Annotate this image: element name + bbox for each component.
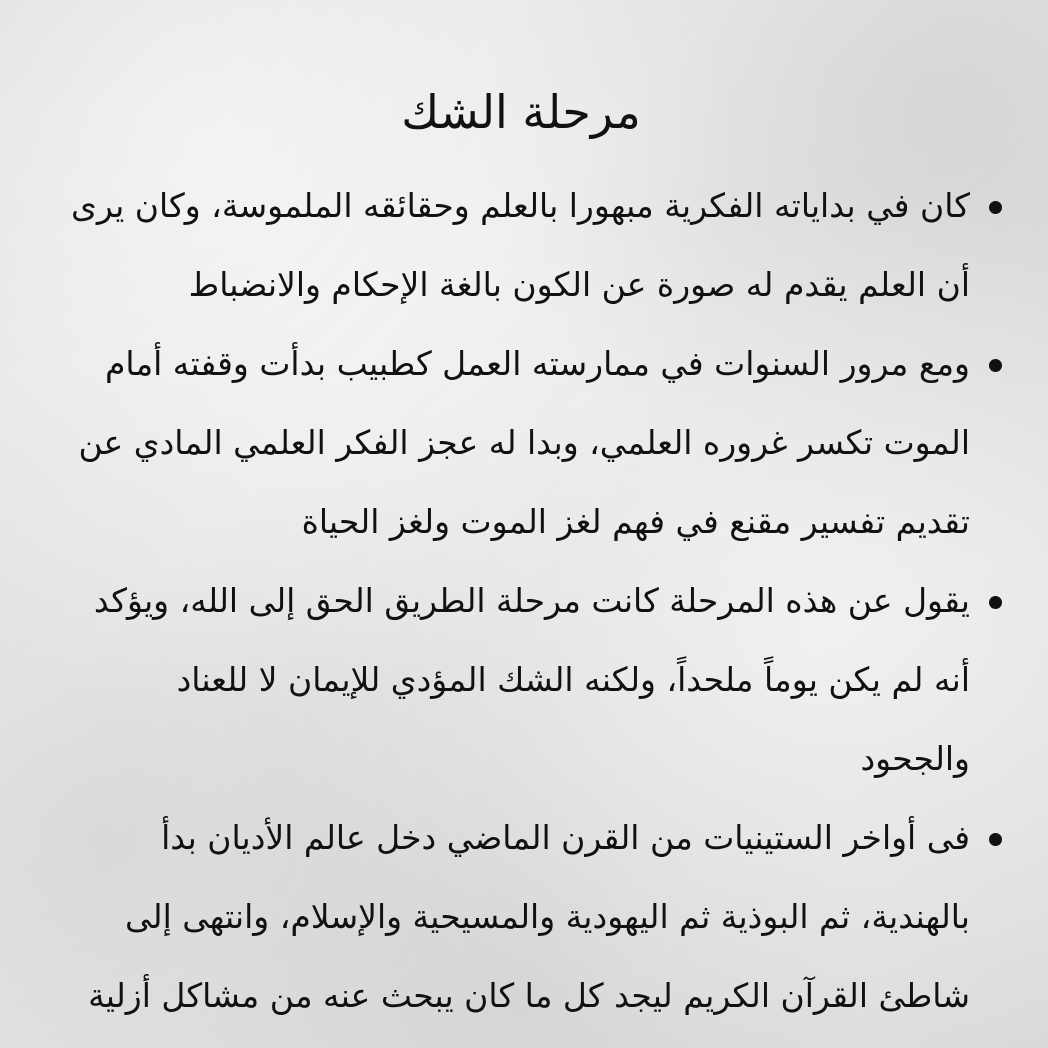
bullet-line: ومع مرور السنوات في ممارسته العمل كطبيب بدأت وقفته أمام — [104, 344, 970, 383]
bullet-line: يقول عن هذه المرحلة كانت مرحلة الطريق الحق إلى الله، ويؤكد — [93, 581, 970, 620]
bullet-item — [24, 798, 1018, 1035]
bullet-line: أنه لم يكن يوماً ملحداً، ولكنه الشك المؤدي للإيمان لا للعناد — [176, 660, 970, 699]
bullet-list — [24, 166, 1018, 1035]
bullet-line: بالهندية، ثم البوذية ثم اليهودية والمسيحية والإسلام، وانتهى إلى — [125, 897, 970, 936]
bullet-line: فى أواخر الستينيات من القرن الماضي دخل عالم الأديان بدأ — [161, 818, 970, 857]
bullet-dot-icon — [980, 798, 1010, 877]
bullet-line: أن العلم يقدم له صورة عن الكون بالغة الإحكام والانضباط — [188, 265, 970, 304]
bullet-dot-icon — [980, 166, 1010, 245]
bullet-line: شاطئ القرآن الكريم ليجد كل ما كان يبحث عنه من مشاكل أزلية — [88, 976, 970, 1015]
bullet-line: كان في بداياته الفكرية مبهورا بالعلم وحقائقه الملموسة، وكان يرى — [71, 186, 970, 225]
bullet-item — [24, 324, 1018, 561]
bullet-dot-icon — [980, 324, 1010, 403]
bullet-line: والجحود — [860, 739, 970, 778]
bullet-line: الموت تكسر غروره العلمي، وبدا له عجز الفكر العلمي المادي عن — [78, 423, 970, 462]
slide-title: مرحلة الشك — [401, 85, 641, 139]
bullet-item — [24, 561, 1018, 798]
bullet-dot-icon — [980, 561, 1010, 640]
bullet-line: تقديم تفسير مقنع في فهم لغز الموت ولغز الحياة — [301, 502, 970, 541]
bullet-item — [24, 166, 1018, 324]
